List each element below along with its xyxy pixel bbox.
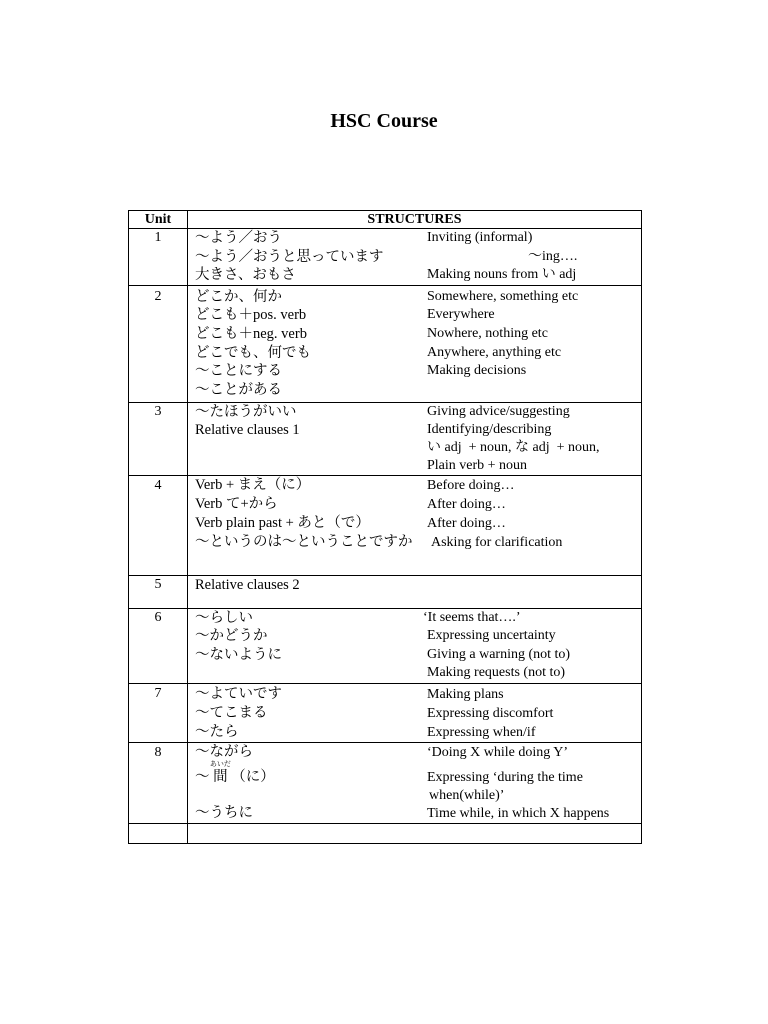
meaning-text: Nowhere, nothing etc	[427, 325, 548, 341]
furigana-reading: あいだ	[209, 759, 231, 768]
structure-line	[195, 664, 641, 683]
meaning-text: ‘It seems that….’	[423, 609, 521, 625]
meaning-text: 〜ing….	[528, 248, 578, 264]
structures-cell	[188, 402, 642, 475]
structure-line	[195, 533, 641, 552]
structure-line	[195, 457, 641, 475]
unit-number: 4	[129, 475, 188, 575]
meaning-text: Expressing when/if	[427, 724, 536, 740]
unit-row	[129, 229, 642, 286]
structure-line	[195, 495, 641, 514]
structure-line	[195, 787, 641, 804]
structure-line	[195, 704, 641, 723]
meaning-text-continued: when(while)’	[429, 787, 505, 803]
meaning-text: い adj + noun, な adj + noun,	[427, 439, 600, 455]
structure-text: Relative clauses 2	[195, 576, 300, 593]
structure-line	[195, 325, 641, 344]
structure-line	[195, 421, 641, 439]
unit-number: 8	[129, 742, 188, 823]
structures-cell	[188, 742, 642, 823]
structure-line	[195, 288, 641, 307]
meaning-text: Making nouns from い adj	[427, 267, 577, 283]
unit-row	[129, 575, 642, 608]
unit-row	[129, 402, 642, 475]
meaning-text: Asking for clarification	[431, 534, 563, 550]
structure-text-with-furigana	[195, 759, 427, 787]
meaning-text: Everywhere	[427, 307, 495, 323]
unit-row	[129, 683, 642, 742]
structure-text: 〜ことにする	[195, 363, 282, 380]
meaning-text: Making decisions	[427, 363, 527, 379]
structure-line	[195, 266, 641, 285]
structure-text: 〜よていです	[195, 685, 282, 702]
unit-number: 7	[129, 683, 188, 742]
unit-row	[129, 285, 642, 402]
structure-text: 〜よう／おう	[195, 230, 282, 246]
structure-text: 〜てこまる	[195, 704, 268, 721]
structures-cell	[188, 575, 642, 608]
unit-row	[129, 475, 642, 575]
unit-number: 1	[129, 229, 188, 286]
structure-line	[195, 743, 641, 762]
structures-table	[128, 210, 642, 844]
structure-text: 大きさ、おもさ	[195, 267, 296, 284]
structure-line	[195, 248, 641, 267]
structure-line	[195, 362, 641, 381]
meaning-text: Anywhere, anything etc	[427, 344, 562, 360]
structure-prefix: 〜	[195, 768, 214, 785]
meaning-text: Expressing ‘during the time	[427, 769, 583, 785]
structure-text: 〜というのは〜ということですか	[195, 533, 413, 550]
structure-line	[195, 804, 641, 823]
meaning-text: ‘Doing X while doing Y’	[427, 744, 569, 760]
meaning-text: After doing…	[427, 496, 506, 512]
meaning-text: Making plans	[427, 686, 504, 702]
structure-line	[195, 609, 641, 628]
unit-row	[129, 742, 642, 823]
meaning-text: Giving advice/suggesting	[427, 403, 570, 419]
structure-text: 〜よう／おうと思っています	[195, 248, 384, 265]
table-header-unit: Unit	[129, 211, 188, 229]
structure-line	[195, 685, 641, 704]
structure-line	[195, 439, 641, 457]
meaning-text: Making requests (not to)	[427, 665, 566, 681]
structure-text: 〜うちに	[195, 804, 253, 821]
structure-line	[195, 344, 641, 363]
page-title: HSC Course	[330, 110, 438, 132]
structure-line	[195, 306, 641, 325]
structure-line	[195, 403, 641, 421]
structure-line	[195, 646, 641, 665]
table-header-structures: STRUCTURES	[188, 211, 642, 229]
meaning-text: After doing…	[427, 515, 506, 531]
meaning-text: Expressing uncertainty	[427, 628, 556, 644]
structure-line	[195, 476, 641, 495]
structure-line	[195, 576, 641, 595]
structures-cell	[188, 608, 642, 683]
structures-cell	[188, 229, 642, 286]
meaning-text: Giving a warning (not to)	[427, 646, 571, 662]
structure-line	[195, 627, 641, 646]
structure-text: 〜たほうがいい	[195, 403, 297, 420]
unit-number: 5	[129, 575, 188, 608]
unit-number: 6	[129, 608, 188, 683]
structure-line	[195, 229, 641, 248]
meaning-text: Identifying/describing	[427, 421, 552, 437]
table-header-row	[129, 211, 642, 229]
meaning-text: Time while, in which X happens	[427, 805, 610, 821]
structure-text: 〜ながら	[195, 743, 253, 760]
structures-cell	[188, 683, 642, 742]
structure-text: Relative clauses 1	[195, 421, 300, 438]
structure-text: どこも＋pos. verb	[195, 307, 307, 324]
meaning-text: Plain verb + noun	[427, 457, 528, 473]
structure-text: 〜ないように	[195, 646, 282, 663]
structure-suffix: （に）	[227, 768, 275, 785]
structure-text: Verb plain past + あと（で）	[195, 514, 370, 531]
structure-line	[195, 514, 641, 533]
meaning-text: Before doing…	[427, 477, 515, 493]
structure-text: どこも＋neg. verb	[195, 325, 307, 342]
structures-cell	[188, 285, 642, 402]
meaning-text: Expressing discomfort	[427, 705, 554, 721]
meaning-text: Somewhere, something etc	[427, 288, 579, 304]
empty-row	[129, 823, 642, 843]
structure-text: 〜たら	[195, 723, 239, 740]
structure-text: Verb て+から	[195, 495, 278, 512]
structure-line	[195, 759, 641, 787]
kanji: 間	[213, 768, 228, 785]
structure-text: どこでも、何でも	[195, 344, 311, 361]
empty-unit-cell	[129, 823, 188, 843]
kanji-with-furigana	[209, 759, 231, 787]
structure-line	[195, 723, 641, 742]
structure-text: 〜かどうか	[195, 628, 268, 645]
unit-number: 2	[129, 285, 188, 402]
structure-line	[195, 381, 641, 400]
structures-cell	[188, 475, 642, 575]
unit-number: 3	[129, 402, 188, 475]
structure-text: 〜らしい	[195, 609, 253, 626]
structure-text: どこか、何か	[195, 288, 282, 305]
unit-row	[129, 608, 642, 683]
empty-structures-cell	[188, 823, 642, 843]
structure-text: Verb + まえ（に）	[195, 476, 311, 493]
meaning-text: Inviting (informal)	[427, 230, 533, 245]
structure-text: 〜ことがある	[195, 381, 282, 398]
